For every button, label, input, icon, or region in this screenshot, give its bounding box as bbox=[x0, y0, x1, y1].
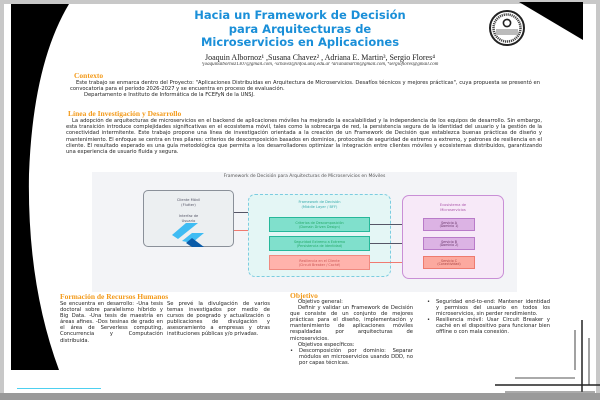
service-a bbox=[423, 218, 475, 231]
decorative-corner-lines bbox=[455, 320, 600, 395]
heading-rrhh: Formación de Recursos Humanos bbox=[60, 292, 169, 301]
item-label: Resiliencia en el Cliente bbox=[299, 259, 340, 263]
linea-text bbox=[66, 118, 542, 155]
heading-objetivo: Objetivo bbox=[290, 291, 318, 300]
service-b bbox=[423, 237, 475, 250]
client-title: Cliente Móvil bbox=[176, 198, 201, 202]
heading-linea: Línea de Investigación y Desarrollo bbox=[68, 109, 182, 118]
decorative-cyan-line bbox=[17, 388, 101, 389]
service-c bbox=[423, 256, 475, 269]
objetivo-general-label: Objetivo general: bbox=[298, 299, 343, 305]
rrhh-columns bbox=[60, 301, 270, 344]
contexto-paragraph-1: Este trabajo se enmarca dentro del Proyecto: "Aplicaciones Distribuidas en Arquitectura de Microservicios. Desafíos técnicos y mejores prácticas", cuya propuesta se presentó en convocatoria para el período 2026-2027 y se encuentra en proceso de evaluación. bbox=[70, 80, 540, 93]
framework-item-decomposition bbox=[269, 217, 370, 232]
title-line-3: Microservicios en Aplicaciones bbox=[200, 35, 400, 49]
framework-subtitle: (Middle Layer / BFF) bbox=[301, 204, 338, 209]
title-line-2: para Arquitecturas de bbox=[228, 21, 372, 36]
client-ui-label: Interfaz de bbox=[178, 214, 199, 218]
objetivo-bullet-1: • Descomposición por dominio: Separar módulos en microservicios usando DDD, no por capas técnicas. bbox=[290, 348, 413, 366]
flutter-logo-icon bbox=[172, 223, 206, 247]
framework-box bbox=[248, 194, 391, 277]
linea-paragraph: La adopción de arquitecturas de microservicios en el backend de aplicaciones móviles ha mejorado la escalabilidad y la independencia de los equipos de desarrollo. Sin embargo, esta transición introduce complejidades significativas en el ecosistema móvil, tales como la sobrecarga de red, la persistencia segura de la identidad del usuario y la gestión de la conectividad intermitente. Este trabajo propone una línea de investigación orientada a la creación de un Framework de Decisión que establezca buenas prácticas de diseño y mantenimiento. El enfoque se centra en tres pilares: criterios de descomposición basados en dominios, protocolos de seguridad de extremo a extremo, y patrones de resiliencia en el cliente. El resultado esperado es una guía metodológica que permita a los desarrolladores optimizar la integración entre clientes móviles y ecosistemas distribuidos, garantizando una experiencia de usuario fluida y segura. bbox=[66, 118, 542, 156]
contexto-paragraph-2: Departamento e Instituto de Informática de la FCEFyN de la UNSJ. bbox=[84, 92, 255, 99]
objetivo-specific-label: Objetivos específicos: bbox=[298, 341, 355, 348]
objetivo-column-1 bbox=[290, 299, 413, 366]
rrhh-column-1: Se encuentra en desarrollo: -Una tesis doctoral sobre paralelismo híbrido y Big Data. -Una tesis de maestría en áreas afines. -Dos tesinas de grado en el área de Serverless computing, Concurrencia y Computación distribuida. bbox=[60, 301, 163, 344]
title-line-1: Hacia un Framework de Decisión bbox=[194, 8, 406, 22]
objetivo-bullet-2: • Seguridad end-to-end: Mantener identidad y permisos del usuario en todos los microservicios, sin perder rendimiento. bbox=[427, 299, 550, 317]
item-sublabel: (Domain Driven Design) bbox=[299, 225, 340, 229]
authors: Joaquin Albornoz¹ ,Susana Chavez² , Adriana E. Martin³, Sergio Flores⁴ bbox=[204, 53, 436, 62]
rrhh-column-2: Se prevé la divulgación de varios temas investigados por medio de cursos de posgrado y actualización o publicaciones de divulgación y asesoramiento a empresas y otras instituciones públicas y/o privadas. bbox=[167, 301, 270, 338]
contexto-text bbox=[70, 80, 540, 99]
mobile-client-box bbox=[143, 190, 234, 247]
item-sublabel: (Conectividad) bbox=[437, 262, 461, 267]
item-label: Servicio A bbox=[441, 220, 457, 225]
item-label: Servicio B bbox=[441, 239, 457, 244]
top-right-decorative-shape bbox=[519, 2, 583, 40]
framework-item-resilience bbox=[269, 255, 370, 270]
author-emails: ¹joaquinalbornoz1307@gmail.com, ²schavez@infoa.unsj.edu.ar ³arianamartin@gmail.com, ⁴sergioflores@gmail.com bbox=[201, 62, 439, 67]
item-sublabel: (Persistencia de Identidad) bbox=[296, 244, 343, 248]
ecosystem-title: Ecosistema de bbox=[439, 203, 467, 207]
objetivo-bullet-3: • Resiliencia móvil: Usar Circuit Breaker y caché en el dispositivo para funcionar bien offline o con mala conexión. bbox=[427, 317, 550, 335]
poster-title bbox=[120, 9, 480, 50]
heading-contexto: Contexto bbox=[74, 71, 104, 80]
microservices-ecosystem-box bbox=[402, 195, 504, 279]
university-seal-icon bbox=[489, 10, 525, 46]
item-label: Servicio C bbox=[441, 258, 457, 263]
client-ui-label-2: Usuario bbox=[181, 218, 196, 223]
item-sublabel: (Circuit Breaker / Caché) bbox=[298, 263, 341, 267]
ecosystem-subtitle: Microservicios bbox=[440, 207, 466, 212]
diagram-title: Framework de Decisión para Arquitecturas de Microservicios en Móviles bbox=[223, 174, 386, 179]
item-label: Criterios de Descomposición bbox=[295, 221, 344, 225]
objetivo-general-text: Definir y validar un Framework de Decisión que consiste de un conjunto de mejores prácticas para el diseño, implementación y mantenimiento de aplicaciones móviles respaldadas por arquitecturas de microservicios. bbox=[290, 305, 413, 342]
item-sublabel: (Dominio 2) bbox=[439, 243, 459, 248]
architecture-diagram bbox=[92, 172, 517, 292]
client-subtitle: (Flutter) bbox=[181, 202, 196, 207]
item-sublabel: (Dominio 1) bbox=[439, 224, 459, 229]
item-label: Seguridad Extremo a Extremo bbox=[293, 240, 346, 244]
framework-item-security bbox=[269, 236, 370, 251]
framework-title: Framework de Decisión bbox=[298, 200, 341, 204]
